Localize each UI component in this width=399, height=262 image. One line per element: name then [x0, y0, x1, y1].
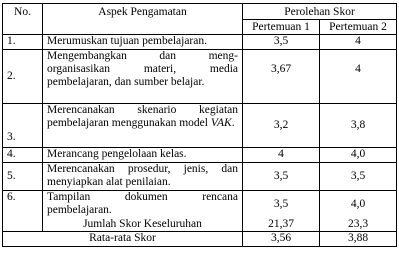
row-p2: 4,0: [320, 148, 397, 163]
average-label: Rata-rata Skor: [3, 232, 243, 247]
row-aspek: [43, 104, 243, 148]
row-p1: 3,5: [243, 191, 320, 219]
row-p1: 4: [243, 148, 320, 163]
row-aspek-text: Merencanakan skenario kegiatan pembelajaran menggunakan model: [47, 104, 238, 129]
row-p2: 4: [320, 50, 397, 104]
table-row: [3, 148, 397, 163]
header-aspek: Aspek Pengamatan: [43, 4, 243, 35]
total-no-cell: [3, 218, 43, 232]
row-p1: 3,67: [243, 50, 320, 104]
row-p2: 3,8: [320, 104, 397, 148]
row-p1: 3,5: [243, 163, 320, 191]
row-p2: 4,0: [320, 191, 397, 219]
header-pertemuan-1: Pertemuan 1: [243, 20, 320, 35]
average-p2: 3,88: [320, 232, 397, 247]
table-row: [3, 191, 397, 219]
row-aspek: Merencanakan prosedur, jenis, dan menyiapkan alat penilaian.: [43, 163, 243, 191]
header-perolehan: Perolehan Skor: [243, 4, 397, 20]
header-pertemuan-2: Pertemuan 2: [320, 20, 397, 35]
row-p2: 4: [320, 35, 397, 50]
average-p1: 3,56: [243, 232, 320, 247]
score-table: [2, 3, 397, 247]
total-p2: 23,3: [320, 218, 397, 232]
row-no: 1.: [3, 35, 43, 50]
row-no: 2.: [3, 50, 43, 104]
row-aspek-italic: VAK: [210, 117, 232, 129]
average-row: [3, 232, 397, 247]
row-no: 4.: [3, 148, 43, 163]
row-aspek: Tampilan dokumen rencana pembelajaran.: [43, 191, 243, 219]
row-aspek: Merancang pengelolaan kelas.: [43, 148, 243, 163]
row-aspek: Merumuskan tujuan pembelajaran.: [43, 35, 243, 50]
row-no: 5.: [3, 163, 43, 191]
table-row: [3, 163, 397, 191]
table-row: [3, 35, 397, 50]
row-no: 3.: [3, 104, 43, 148]
table-row: [3, 104, 397, 148]
row-p1: 3,5: [243, 35, 320, 50]
row-no: 6.: [3, 191, 43, 219]
row-aspek: Mengembangkan dan meng-organisasikan materi, media pembelajaran, dan sumber belajar.: [43, 50, 243, 104]
total-row: [3, 218, 397, 232]
total-p1: 21,37: [243, 218, 320, 232]
row-aspek-suffix: .: [231, 117, 235, 129]
table-row: [3, 50, 397, 104]
total-label: Jumlah Skor Keseluruhan: [43, 218, 243, 232]
row-p2: 3,5: [320, 163, 397, 191]
row-p1: 3,2: [243, 104, 320, 148]
header-no: No.: [3, 4, 43, 35]
